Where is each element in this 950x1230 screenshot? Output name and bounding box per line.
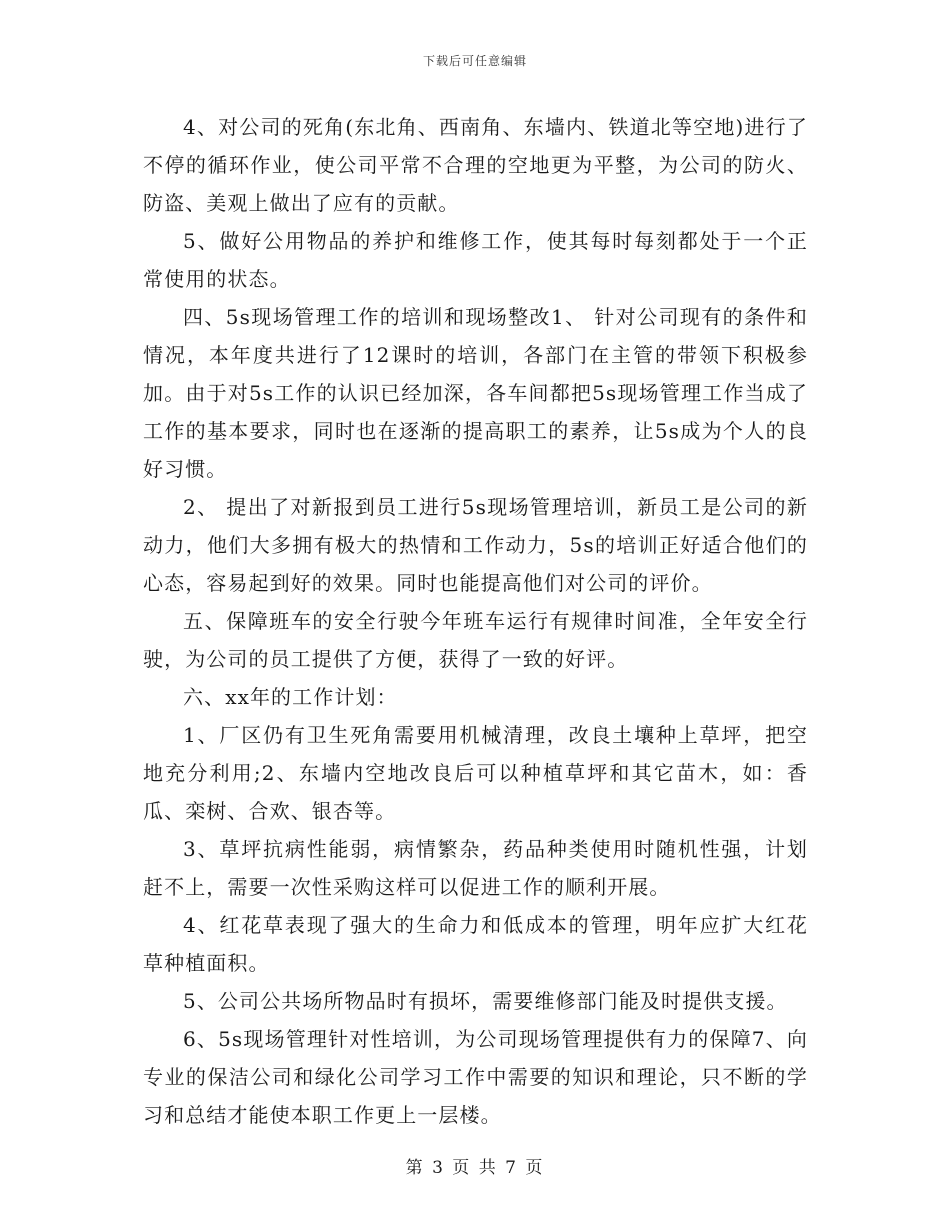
paragraph: 4、对公司的死角(东北角、西南角、东墙内、铁道北等空地)进行了不停的循环作业，使公司平常不合理的空地更为平整，为公司的防火、防盗、美观上做出了应有的贡献。 (143, 115, 808, 215)
paragraph: 2、 提出了对新报到员工进行5s现场管理培训，新员工是公司的新动力，他们大多拥有极大的热情和工作动力，5s的培训正好适合他们的心态，容易起到好的效果。同时也能提高他们对公司的评价。 (143, 495, 808, 595)
document-body (143, 108, 808, 1134)
page-number: 第 3 页 共 7 页 (405, 1158, 545, 1178)
paragraph: 6、5s现场管理针对性培训，为公司现场管理提供有力的保障7、向专业的保洁公司和绿化公司学习工作中需要的知识和理论，只不断的学习和总结才能使本职工作更上一层楼。 (143, 1027, 808, 1127)
page-header-note: 下载后可任意编辑 (422, 54, 527, 68)
paragraph: 5、公司公共场所物品时有损坏，需要维修部门能及时提供支援。 (183, 989, 788, 1013)
paragraph: 六、xx年的工作计划： (183, 685, 398, 709)
paragraph: 四、5s现场管理工作的培训和现场整改1、 针对公司现有的条件和情况，本年度共进行了12课时的培训，各部门在主管的带领下积极参加。由于对5s工作的认识已经加深，各车间都把5s现场管理工作当成了工作的基本要求，同时也在逐渐的提高职工的素养，让5s成为个人的良好习惯。 (143, 305, 808, 481)
paragraph: 1、厂区仍有卫生死角需要用机械清理，改良土壤种上草坪，把空地充分利用;2、东墙内空地改良后可以种植草坪和其它苗木，如：香瓜、栾树、合欢、银杏等。 (143, 723, 808, 823)
paragraph: 3、草坪抗病性能弱，病情繁杂，药品种类使用时随机性强，计划赶不上，需要一次性采购这样可以促进工作的顺利开展。 (143, 837, 808, 899)
paragraph: 5、做好公用物品的养护和维修工作，使其每时每刻都处于一个正常使用的状态。 (143, 229, 808, 291)
paragraph: 五、保障班车的安全行驶今年班车运行有规律时间准，全年安全行驶，为公司的员工提供了方便，获得了一致的好评。 (143, 609, 808, 671)
paragraph: 4、红花草表现了强大的生命力和低成本的管理，明年应扩大红花草种植面积。 (143, 913, 808, 975)
